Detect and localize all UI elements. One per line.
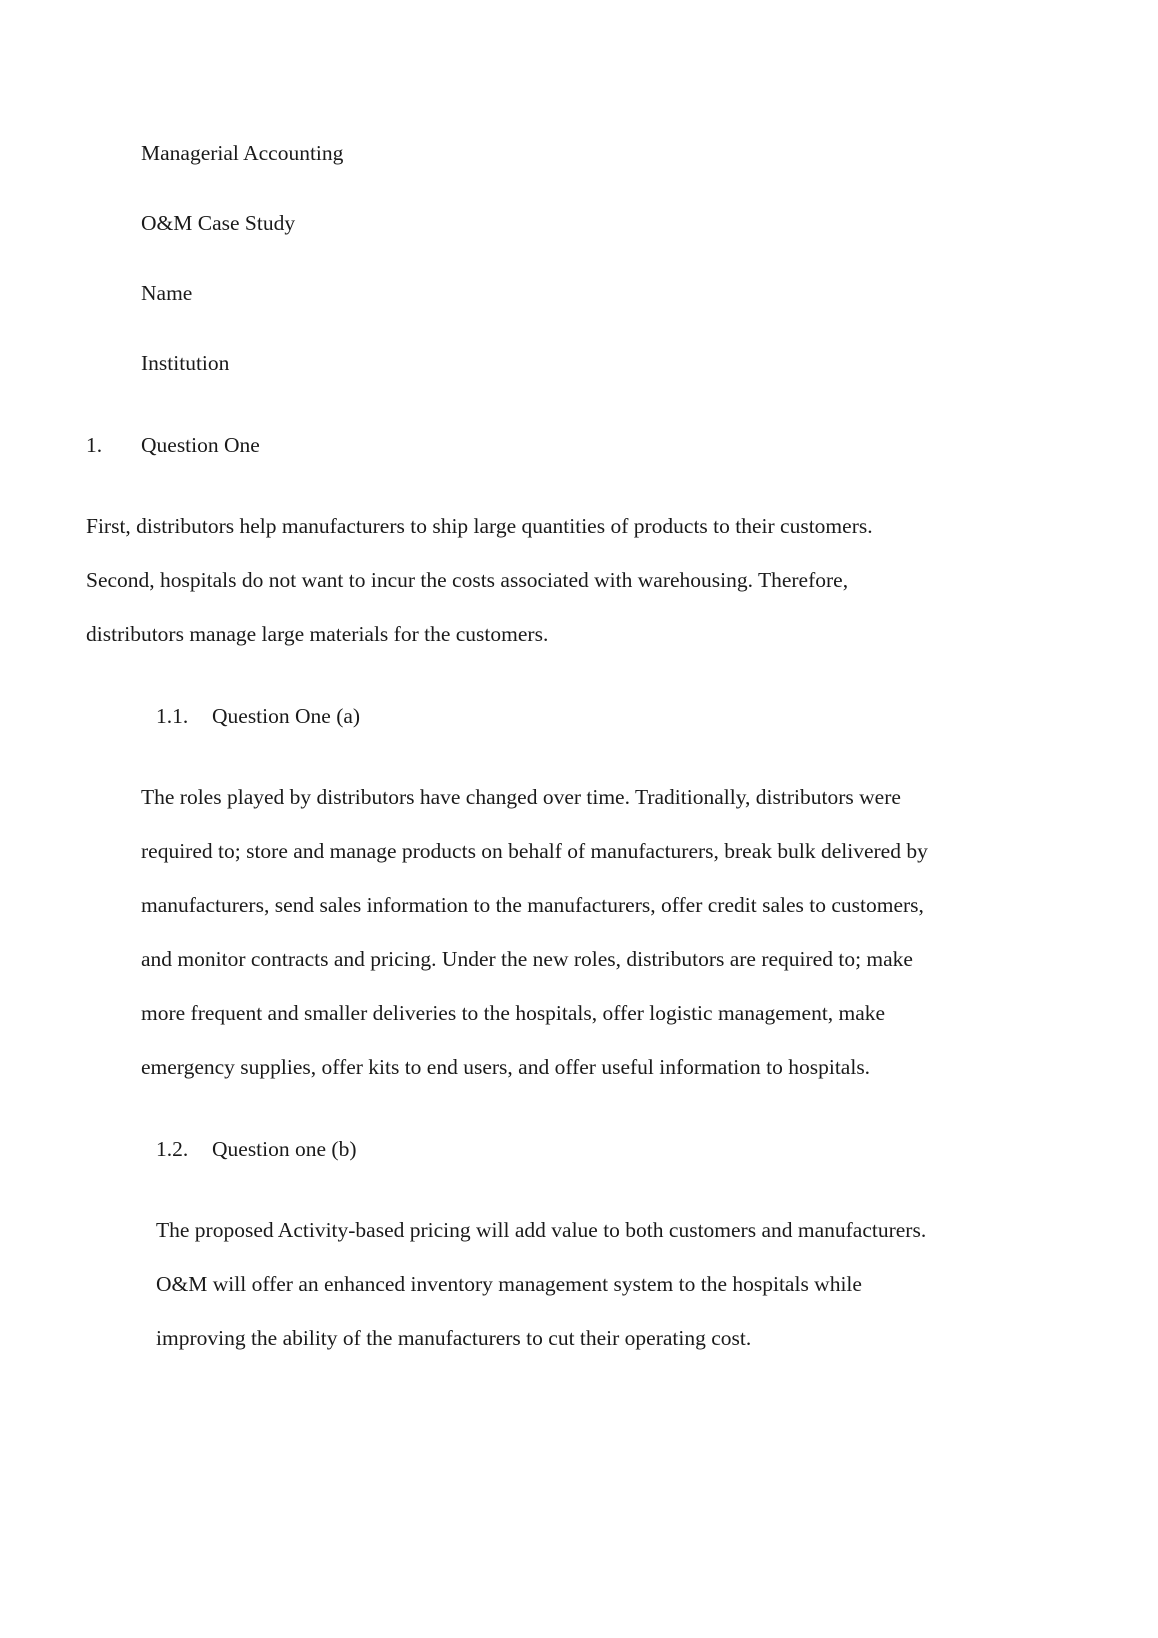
paragraph-line: distributors manage large materials for the customers. [86, 622, 549, 646]
paragraph-line: manufacturers, send sales information to the manufacturers, offer credit sales to customers, [141, 893, 924, 917]
section-1-paragraph [86, 499, 873, 661]
paragraph-line: improving the ability of the manufacturers to cut their operating cost. [156, 1326, 752, 1350]
paragraph-line: more frequent and smaller deliveries to the hospitals, offer logistic management, make [141, 1001, 886, 1025]
course-title: Managerial Accounting [141, 141, 344, 165]
case-study-title: O&M Case Study [141, 211, 296, 235]
institution: Institution [141, 351, 230, 375]
paragraph-line: and monitor contracts and pricing. Under the new roles, distributors are required to; make [141, 947, 913, 971]
section-1-1-number: 1.1. [156, 704, 189, 728]
section-1-2-heading: Question one (b) [212, 1137, 357, 1161]
section-1-2-number: 1.2. [156, 1137, 189, 1161]
section-1-2-paragraph [156, 1203, 926, 1365]
paragraph-line: Second, hospitals do not want to incur the costs associated with warehousing. Therefore, [86, 568, 849, 592]
paragraph-line: The roles played by distributors have changed over time. Traditionally, distributors were [141, 785, 901, 809]
section-1-1-heading: Question One (a) [212, 704, 361, 728]
section-1-1-paragraph [141, 770, 928, 1094]
paragraph-line: O&M will offer an enhanced inventory management system to the hospitals while [156, 1272, 862, 1296]
section-1-number: 1. [86, 433, 103, 457]
author-name: Name [141, 281, 193, 305]
section-1-heading: Question One [141, 433, 260, 457]
paragraph-line: emergency supplies, offer kits to end users, and offer useful information to hospitals. [141, 1055, 871, 1079]
paragraph-line: The proposed Activity-based pricing will add value to both customers and manufacturers. [156, 1218, 927, 1242]
paragraph-line: required to; store and manage products on behalf of manufacturers, break bulk delivered by [141, 839, 928, 863]
paragraph-line: First, distributors help manufacturers to ship large quantities of products to their customers. [86, 514, 873, 538]
